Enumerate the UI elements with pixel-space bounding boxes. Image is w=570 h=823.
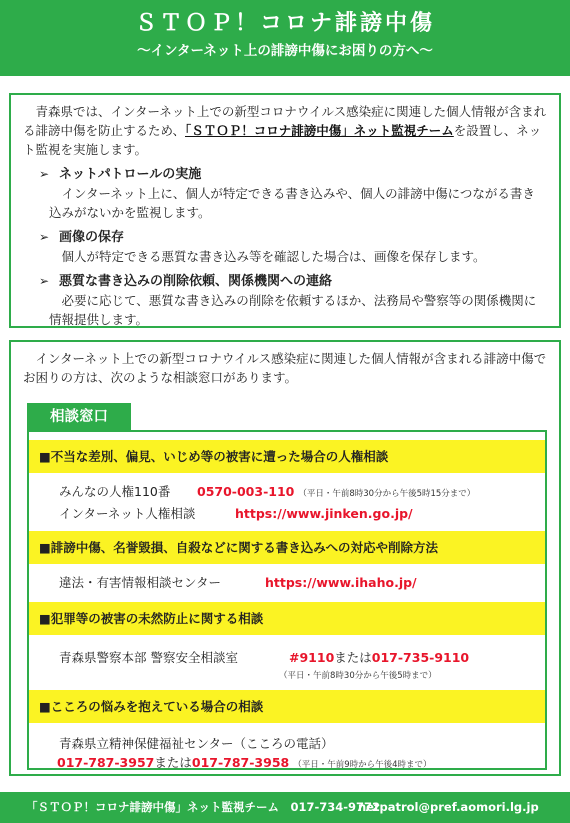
phone-number[interactable]: 017-787-3958 bbox=[191, 755, 290, 770]
consult-tab-label: 相談窓口 bbox=[27, 403, 131, 431]
hours-note: （平日・午前8時30分から午後5時15分まで） bbox=[298, 489, 476, 499]
phone-number[interactable]: 017-735-9110 bbox=[371, 650, 470, 665]
item-body: 個人が特定できる悪質な書き込み等を確認した場合は、画像を保存します。 bbox=[61, 249, 486, 264]
section-heading-human-rights: ■不当な差別、偏見、いじめ等の被害に遭った場合の人権相談 bbox=[29, 440, 545, 473]
item-body: インターネット上に、個人が特定できる書き込みや、個人の誹謗中傷につながる書き込みがないかを監視します。 bbox=[49, 186, 535, 220]
contact-line bbox=[59, 504, 539, 523]
phone-number[interactable]: 017-787-3957 bbox=[57, 755, 155, 770]
arrow-bullet-icon: ➢ bbox=[39, 230, 50, 244]
section-body-crime-prevention bbox=[59, 648, 539, 686]
item-body: 必要に応じて、悪質な書き込みの削除を依頼するほか、法務局や警察等の関係機関に情報提供します。 bbox=[49, 293, 537, 327]
hours-note: （平日・午前9時から午後4時まで） bbox=[293, 760, 432, 770]
joiner-text: または bbox=[334, 650, 372, 665]
list-item-save-image bbox=[23, 228, 547, 266]
contact-label: 青森県立精神保健福祉センター（こころの電話） bbox=[59, 736, 334, 751]
list-item-patrol bbox=[23, 165, 547, 222]
contact-label: インターネット人権相談 bbox=[59, 506, 196, 521]
website-link[interactable]: https://www.ihaho.jp/ bbox=[265, 575, 417, 590]
list-item-deletion-request bbox=[23, 272, 547, 329]
phone-number[interactable]: 0570-003-110 bbox=[197, 484, 295, 499]
arrow-bullet-icon: ➢ bbox=[39, 167, 50, 181]
intro-text-1: 青森県では、インターネット上での新型コロナウイルス感染症に関連した個人情報が含まれる誹謗中傷を防止するため、 bbox=[23, 104, 547, 138]
consult-list bbox=[27, 430, 547, 770]
header-banner bbox=[0, 0, 570, 76]
intro-paragraph bbox=[23, 102, 547, 159]
intro-box bbox=[9, 93, 561, 328]
section-body-online-abuse bbox=[59, 573, 539, 592]
hours-line bbox=[59, 664, 539, 686]
intro-text-2: を設置し、ネット監視を実施します。 bbox=[23, 123, 542, 157]
section-heading-online-abuse: ■誹謗中傷、名誉毀損、自殺などに関する書き込みへの対応や削除方法 bbox=[29, 531, 545, 564]
team-name-highlight: 「ＳＴＯＰ！コロナ誹謗中傷」ネット監視チーム bbox=[185, 123, 454, 138]
contact-line bbox=[59, 482, 539, 504]
page-subtitle: 〜インターネット上の誹謗中傷にお困りの方へ〜 bbox=[137, 43, 433, 59]
consult-intro: インターネット上での新型コロナウイルス感染症に関連した個人情報が含まれる誹謗中傷でお困りの方は、次のような相談窓口があります。 bbox=[23, 351, 547, 385]
footer-bar bbox=[0, 792, 570, 823]
section-heading-mental-health: ■こころの悩みを抱えている場合の相談 bbox=[29, 690, 545, 723]
item-title: ネットパトロールの実施 bbox=[59, 167, 202, 182]
footer-team-contact: 「ＳＴＯＰ！コロナ誹謗中傷」ネット監視チーム 017-734-9772 bbox=[26, 800, 381, 814]
arrow-bullet-icon: ➢ bbox=[39, 274, 50, 288]
page-title: ＳＴＯＰ！コロナ誹謗中傷 bbox=[134, 11, 435, 36]
consult-box bbox=[9, 340, 561, 776]
contact-label: 青森県警察本部 警察安全相談室 bbox=[59, 650, 238, 665]
contact-line bbox=[57, 753, 539, 775]
item-title: 悪質な書き込みの削除依頼、関係機関への連絡 bbox=[59, 274, 333, 289]
item-title: 画像の保存 bbox=[59, 230, 125, 245]
section-body-mental-health bbox=[59, 734, 539, 775]
website-link[interactable]: https://www.jinken.go.jp/ bbox=[235, 506, 413, 521]
section-heading-crime-prevention: ■犯罪等の被害の未然防止に関する相談 bbox=[29, 602, 545, 635]
contact-label: 違法・有害情報相談センター bbox=[59, 575, 222, 590]
contact-label: みんなの人権110番 bbox=[59, 484, 171, 499]
footer-email[interactable]: netpatrol@pref.aomori.lg.jp bbox=[358, 800, 539, 814]
section-body-human-rights bbox=[59, 482, 539, 523]
phone-number[interactable]: #9110 bbox=[289, 650, 335, 665]
hours-note: （平日・午前8時30分から午後5時まで） bbox=[279, 671, 437, 681]
joiner-text: または bbox=[154, 755, 192, 770]
